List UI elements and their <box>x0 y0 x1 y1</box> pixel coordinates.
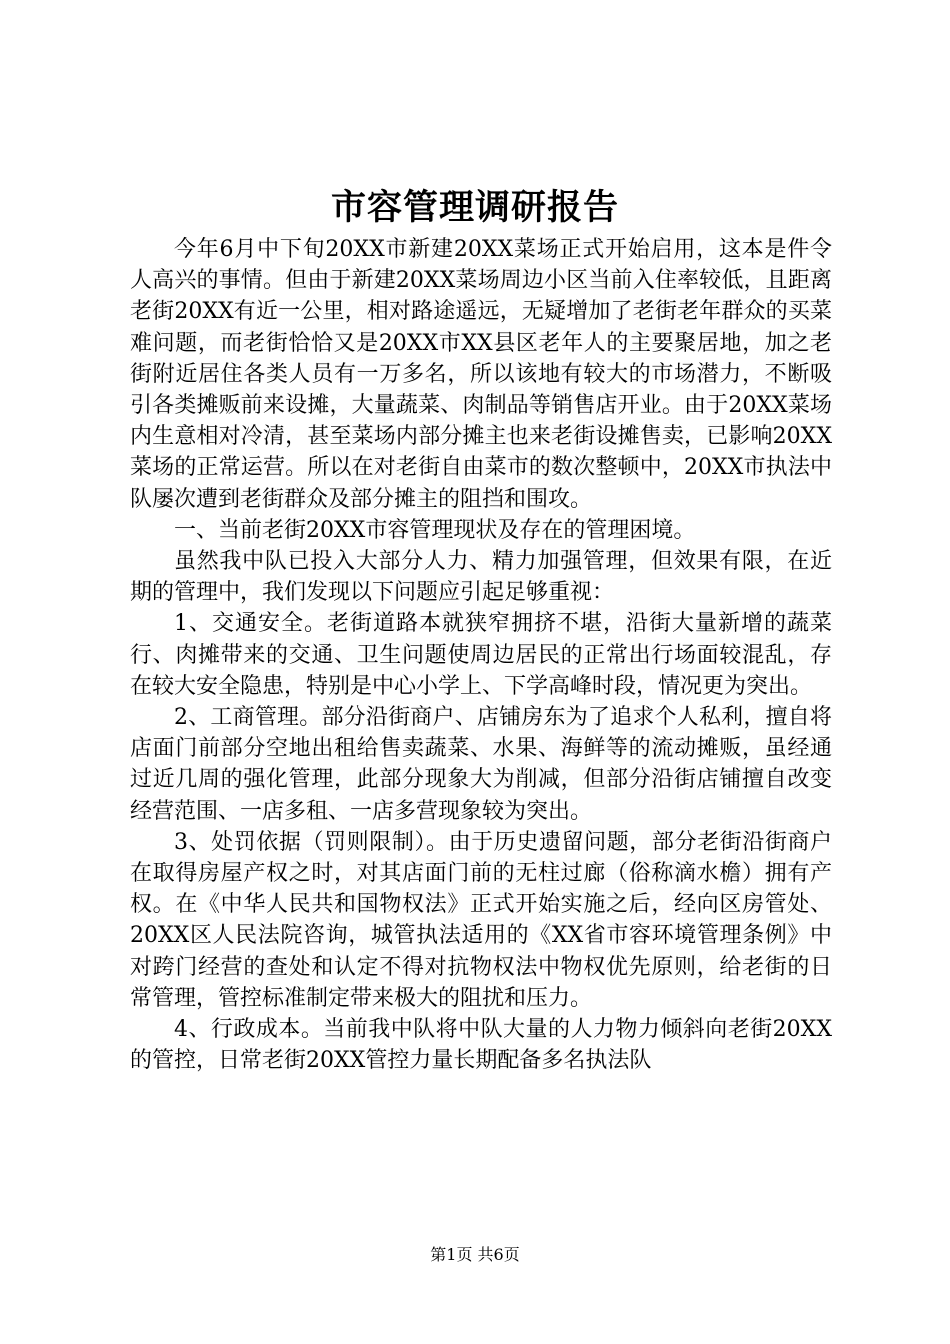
paragraph-item-cost: 4、行政成本。当前我中队将中队大量的人力物力倾斜向老街20XX的管控，日常老街20XX管控力量长期配备多名执法队 <box>130 1017 832 1074</box>
paragraph-intro: 今年6月中下旬20XX市新建20XX菜场正式开始启用，这本是件令人高兴的事情。但由于新建20XX菜场周边小区当前入住率较低，且距离老街20XX有近一公里，相对路途遥远，无疑增加了老街老年群众的买菜难问题，而老街恰恰又是20XX市XX县区老年人的主要聚居地，加之老街附近居住各类人员有一万多名，所以该地有较大的市场潜力，不断吸引各类摊贩前来设摊，大量蔬菜、肉制品等销售店开业。由于20XX菜场内生意相对冷清，甚至菜场内部分摊主也来老街设摊售卖，已影响20XX菜场的正常运营。所以在对老街自由菜市的数次整顿中，20XX市执法中队屡次遭到老街群众及部分摊主的阻挡和围攻。 <box>130 237 832 512</box>
paragraph-section-heading: 一、当前老街20XX市容管理现状及存在的管理困境。 <box>174 517 696 543</box>
document-body <box>130 234 832 1076</box>
paragraph-item-business: 2、工商管理。部分沿街商户、店铺房东为了追求个人私利，擅自将店面门前部分空地出租给售卖蔬菜、水果、海鲜等的流动摊贩，虽经通过近几周的强化管理，此部分现象大为削减，但部分沿街店铺擅自改变经营范围、一店多租、一店多营现象较为突出。 <box>130 705 832 824</box>
paragraph-item-traffic: 1、交通安全。老街道路本就狭窄拥挤不堪，沿街大量新增的蔬菜行、肉摊带来的交通、卫生问题使周边居民的正常出行场面较混乱，存在较大安全隐患，特别是中心小学上、下学高峰时段，情况更为突出。 <box>130 611 832 699</box>
paragraph-item-penalty: 3、处罚依据（罚则限制）。由于历史遗留问题，部分老街沿街商户在取得房屋产权之时，对其店面门前的无柱过廊（俗称滴水檐）拥有产权。在《中华人民共和国物权法》正式开始实施之后，经向区房管处、20XX区人民法院咨询，城管执法适用的《XX省市容环境管理条例》中对跨门经营的查处和认定不得对抗物权法中物权优先原则，给老街的日常管理，管控标准制定带来极大的阻扰和压力。 <box>130 829 832 1011</box>
paragraph-section-intro: 虽然我中队已投入大部分人力、精力加强管理，但效果有限，在近期的管理中，我们发现以下问题应引起足够重视： <box>130 549 832 606</box>
document-title: 市容管理调研报告 <box>330 187 619 228</box>
page-footer: 第1页 共6页 <box>430 1245 520 1264</box>
